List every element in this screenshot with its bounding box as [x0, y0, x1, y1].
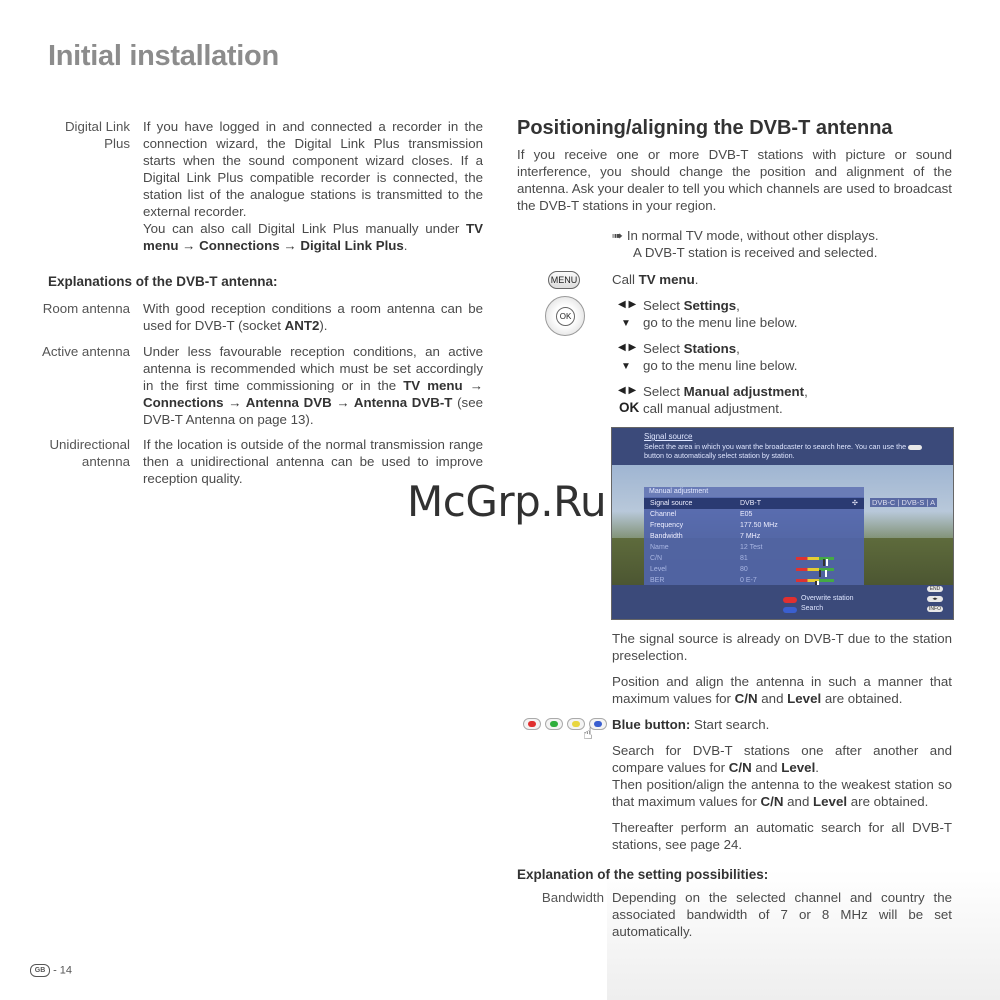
search1-mid: and: [751, 760, 782, 775]
search2-pre: Then position/align the antenna to the weakest station so that maximum values for: [612, 777, 952, 809]
position-mid: and: [757, 691, 788, 706]
left-right-arrows-icon: ◀ ▶: [618, 342, 637, 353]
menu-row-key: C/N: [650, 555, 663, 562]
cn-label: C/N: [760, 794, 784, 809]
menu-row-value: 81: [740, 555, 748, 562]
menu-row-key: Level: [650, 566, 667, 573]
ok-key-label: OK: [619, 400, 640, 415]
menu-row-bandwidth[interactable]: [644, 531, 864, 542]
menu-row-value: 7 MHz: [740, 533, 761, 540]
ok-pad-icon: [545, 296, 585, 336]
setting-possibilities-heading: Explanation of the setting possibilities:: [517, 867, 769, 882]
menu-row-signal-source[interactable]: [644, 498, 864, 509]
stations-label: Stations: [683, 341, 737, 356]
step-select-manual: [643, 383, 808, 400]
menu-row-frequency[interactable]: [644, 520, 864, 531]
search2-mid: and: [783, 794, 814, 809]
menu-row-value: 0 E-7: [740, 577, 757, 584]
step-select-settings: [643, 297, 740, 314]
room-pre: With good reception conditions a room antenna can be used for DVB-T (socket: [143, 301, 483, 333]
step-call-post: .: [694, 272, 699, 287]
menu-row-key: BER: [650, 577, 665, 584]
red-button-icon: [523, 718, 541, 730]
gb-region-badge: GB: [30, 964, 50, 977]
menu-row-channel[interactable]: [644, 509, 864, 520]
step-select-stations: [643, 340, 740, 357]
signal-meter: [796, 557, 834, 560]
unidirectional-antenna-text: If the location is outside of the normal transmission range then a unidirectional antenna can be used to improve reception quality.: [143, 437, 483, 486]
menu-button-icon: MENU: [548, 271, 580, 289]
watermark: McGrp.Ru: [407, 477, 607, 526]
menu-row-value: 12 Test: [740, 544, 763, 551]
signal-source-tabs: DVB-C | DVB-S | A: [872, 498, 936, 507]
position-post: are obtained.: [821, 691, 903, 706]
tv-menu-label: TV menu: [638, 272, 695, 287]
go-below-2: go to the menu line below.: [643, 358, 798, 373]
tv-desc-post: button to automatically select station by station.: [644, 451, 795, 460]
start-search-text: Start search.: [690, 717, 770, 732]
info-key-icon: INFO: [927, 606, 943, 612]
section-heading: Positioning/aligning the DVB-T antenna: [517, 117, 893, 139]
search1-post: .: [815, 760, 819, 775]
step-call-menu: [612, 271, 698, 288]
level-label: Level: [781, 760, 816, 775]
bandwidth-label: Bandwidth: [541, 890, 604, 905]
active-post: (see DVB-T Antenna on page 13).: [143, 395, 483, 427]
precondition: [612, 227, 879, 261]
blue-key-icon: [783, 607, 797, 613]
blue-button-step: [612, 716, 769, 733]
digital-link-paragraph: If you have logged in and connected a recorder in the connection wizard, the Digital Link Plus transmission starts when the sound component wizard closes. If a Digital Link Plus compatible recorder is connected, the station list of the analogue stations is transmitted to the external recorder.: [143, 119, 483, 219]
menu-row-key: Signal source: [650, 500, 693, 507]
tv-legend-bar: [612, 585, 953, 619]
cn-label: C/N: [728, 760, 752, 775]
room-antenna-text: [143, 300, 483, 334]
position-pre: Position and align the antenna in such a manner that maximum values for: [612, 674, 952, 706]
menu-row-key: Bandwidth: [650, 533, 683, 540]
precondition-line-1: ➠ In normal TV mode, without other displays.: [612, 228, 879, 243]
room-antenna-label: Room antenna: [42, 301, 130, 316]
page-title: Initial installation: [48, 40, 279, 72]
manual-post: ,: [804, 384, 808, 399]
step-call-pre: Call: [612, 272, 639, 287]
menu-row-value: DVB-T: [740, 500, 761, 507]
stations-pre: Select: [643, 341, 684, 356]
blue-button-label: Blue button:: [612, 717, 691, 732]
signal-meter: [796, 568, 834, 571]
digital-link-manual-post: .: [403, 238, 408, 253]
menu-row-value: 80: [740, 566, 748, 573]
go-below-1: go to the menu line below.: [643, 315, 798, 330]
search2-post: are obtained.: [847, 794, 929, 809]
antenna-heading: Explanations of the DVB-T antenna:: [48, 274, 278, 289]
signal-source-note: The signal source is already on DVB-T due to the station preselection.: [612, 631, 952, 663]
menu-row-key: Frequency: [650, 522, 684, 529]
ok-button-icon: OK: [556, 307, 575, 326]
position-note: [612, 673, 952, 707]
down-arrow-icon: ▼: [621, 318, 631, 329]
tv-ok-key-icon: [908, 445, 922, 450]
active-menu-path: TV menu → Connections → Antenna DVB → Antenna DVB-T: [143, 378, 483, 410]
cn-label: C/N: [734, 691, 758, 706]
arrow-key-icon: ◂▸: [927, 596, 943, 602]
stations-post: ,: [736, 341, 740, 356]
settings-label: Settings: [683, 298, 737, 313]
unidirectional-antenna-label: Unidirectional antenna: [49, 437, 130, 469]
tv-screenshot: [611, 427, 954, 620]
digital-link-label: Digital Link Plus: [64, 119, 130, 151]
level-label: Level: [813, 794, 848, 809]
digital-link-menu-path: TV menu → Connections → Digital Link Plus: [143, 221, 483, 253]
precondition-line-2: A DVB-T station is received and selected.: [633, 245, 878, 260]
intro-text: If you receive one or more DVB-T stations with picture or sound interference, you should change the position and alignment of the antenna. Ask your dealer to tell you which channels are used to broadcast the DVB-T stations in your region.: [517, 147, 952, 213]
menu-row-key: Name: [650, 544, 669, 551]
active-antenna-label: Active antenna: [42, 344, 130, 359]
left-right-arrows-icon: ◀ ▶: [618, 299, 637, 310]
page-footer: [30, 964, 72, 977]
ant2-socket: ANT2: [284, 318, 320, 333]
menu-row-value: 177.50 MHz: [740, 522, 778, 529]
signal-meter: [796, 579, 834, 582]
green-button-icon: [545, 718, 563, 730]
settings-pre: Select: [643, 298, 684, 313]
digital-link-text: [143, 118, 483, 254]
settings-post: ,: [736, 298, 740, 313]
thereafter-note: Thereafter perform an automatic search for all DVB-T stations, see page 24.: [612, 820, 952, 852]
down-arrow-icon: ▼: [621, 361, 631, 372]
digital-link-manual-pre: You can also call Digital Link Plus manually under: [143, 221, 466, 236]
page-number: - 14: [53, 964, 73, 977]
manual-adjustment-label: Manual adjustment: [683, 384, 805, 399]
end-key-icon: END: [927, 586, 943, 592]
manual-adjustment-title: Manual adjustment: [644, 487, 864, 497]
menu-row-c-n[interactable]: [644, 553, 864, 564]
tv-signal-source-title: Signal source: [644, 432, 693, 441]
left-right-arrows-icon: ◀ ▶: [618, 385, 637, 396]
search1-pre: Search for DVB-T stations one after another and compare values for: [612, 743, 952, 775]
search-instructions: [612, 742, 952, 810]
navigate-icon: ✣: [852, 500, 858, 507]
active-antenna-text: [143, 343, 483, 428]
active-pre: Under less favourable reception conditions, an active antenna is recommended which must be set accordingly in the first time commissioning or in the: [143, 344, 483, 393]
menu-row-value: E05: [740, 511, 753, 518]
manual-pre: Select: [643, 384, 684, 399]
overwrite-station-label: Overwrite station: [801, 595, 854, 602]
menu-row-level[interactable]: [644, 564, 864, 575]
tv-desc-pre: Select the area in which you want the broadcaster to search here. You can use the: [644, 442, 907, 451]
menu-row-key: Channel: [650, 511, 677, 518]
room-post: ).: [319, 318, 328, 333]
bandwidth-text: Depending on the selected channel and country the associated bandwidth of 7 or 8 MHz will be set automatically.: [612, 890, 952, 939]
tv-description: [644, 442, 944, 460]
pointing-hand-icon: ☝: [583, 726, 593, 743]
menu-row-name[interactable]: [644, 542, 864, 553]
search-label: Search: [801, 605, 824, 612]
call-manual-adjustment: call manual adjustment.: [643, 401, 783, 416]
red-key-icon: [783, 597, 797, 603]
level-label: Level: [787, 691, 822, 706]
